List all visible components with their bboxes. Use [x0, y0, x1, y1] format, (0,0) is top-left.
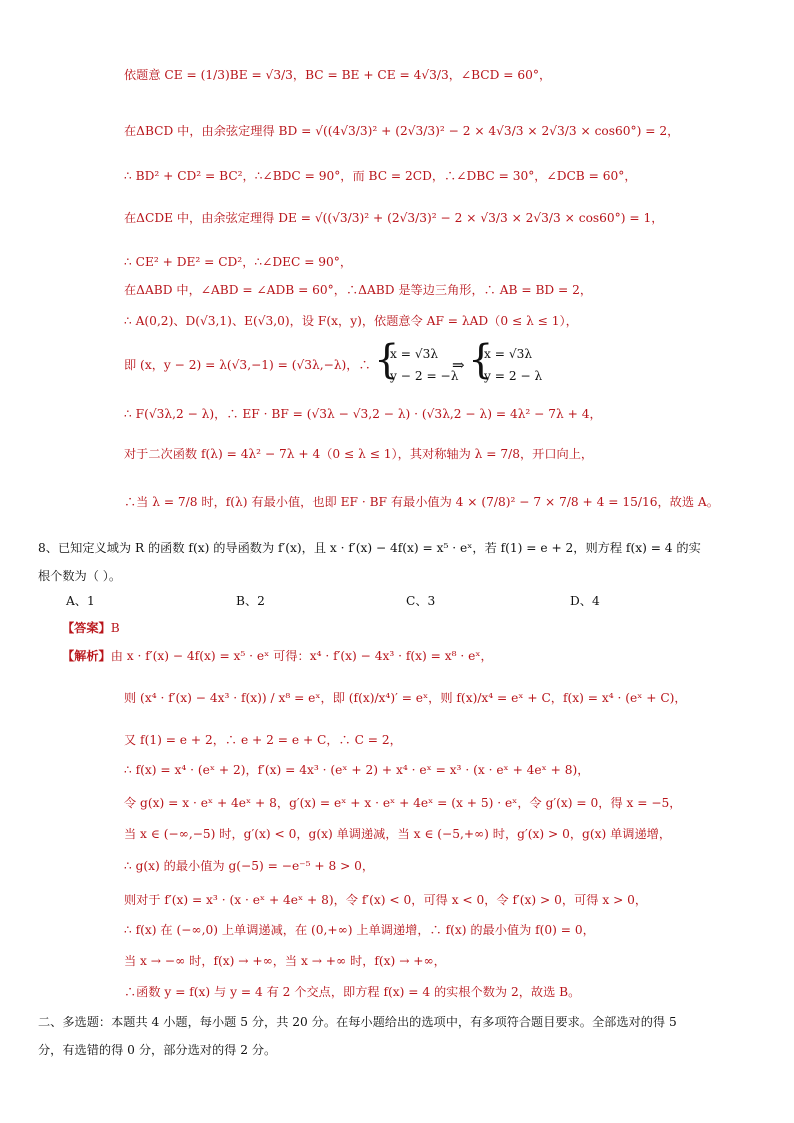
solution-line-4: 在ΔCDE 中，由余弦定理得 DE = √((√3/3)² + (2√3/3)² − 2 × √3/3 × 2√3/3 × cos60°) = 1， [124, 211, 664, 225]
answer-label: 【答案】 [62, 621, 111, 635]
analysis-line-8: 则对于 f′(x) = x³ · (x · eˣ + 4eˣ + 8)，令 f′(x) < 0，可得 x < 0，令 f′(x) > 0，可得 x > 0， [124, 893, 648, 907]
option-c: C、3 [406, 594, 436, 608]
system-eq-3: x = √3λ [484, 347, 533, 361]
option-a: A、1 [66, 594, 95, 608]
solution-line-8: 即 (x，y − 2) = λ(√3,−1) = (√3λ,−λ)，∴ [124, 358, 371, 372]
question-8-line-2: 根个数为（ ）。 [38, 569, 122, 583]
system-eq-2: y − 2 = −λ [390, 369, 459, 383]
analysis-line-5: 令 g(x) = x · eˣ + 4eˣ + 8，g′(x) = eˣ + x · eˣ + 4eˣ = (x + 5) · eˣ，令 g′(x) = 0，得 x = −5， [124, 796, 682, 810]
analysis-line-1: 由 x · f′(x) − 4f(x) = x⁵ · eˣ 可得：x⁴ · f′(x) − 4x³ · f(x) = x⁸ · eˣ， [110, 649, 493, 663]
answer-value: B [110, 621, 120, 635]
analysis-label: 【解析】 [62, 649, 111, 663]
analysis-row-1 [62, 648, 493, 664]
solution-line-6: 在ΔABD 中，∠ABD = ∠ADB = 60°，∴ΔABD 是等边三角形，∴ AB = BD = 2， [124, 283, 593, 297]
section-heading-line-1: 二、多选题：本题共 4 小题，每小题 5 分，共 20 分。在每小题给出的选项中，有多项符合题目要求。全部选对的得 5 [38, 1015, 677, 1029]
solution-line-1: 依题意 CE = (1/3)BE = √3/3，BC = BE + CE = 4√3/3，∠BCD = 60°， [124, 68, 552, 82]
option-b: B、2 [236, 594, 265, 608]
analysis-line-6: 当 x ∈ (−∞,−5) 时，g′(x) < 0，g(x) 单调递减，当 x ∈ (−5,+∞) 时，g′(x) > 0，g(x) 单调递增， [124, 827, 672, 841]
analysis-line-7: ∴ g(x) 的最小值为 g(−5) = −e⁻⁵ + 8 > 0， [124, 859, 375, 873]
solution-line-9: ∴ F(√3λ,2 − λ)，∴ EF · BF = (√3λ − √3,2 − λ) · (√3λ,2 − λ) = 4λ² − 7λ + 4， [124, 407, 602, 421]
system-brace-left: { [374, 337, 400, 383]
analysis-line-2: 则 (x⁴ · f′(x) − 4x³ · f(x)) / x⁸ = eˣ，即 (f(x)/x⁴)′ = eˣ，则 f(x)/x⁴ = eˣ + C，f(x) = x⁴ · (eˣ + C)， [124, 691, 687, 705]
solution-line-2: 在ΔBCD 中，由余弦定理得 BD = √((4√3/3)² + (2√3/3)² − 2 × 4√3/3 × 2√3/3 × cos60°) = 2， [124, 124, 680, 138]
option-d: D、4 [570, 594, 600, 608]
analysis-line-4: ∴ f(x) = x⁴ · (eˣ + 2)，f′(x) = 4x³ · (eˣ + 2) + x⁴ · eˣ = x³ · (x · eˣ + 4eˣ + 8)， [124, 763, 590, 777]
solution-line-3: ∴ BD² + CD² = BC²，∴∠BDC = 90°，而 BC = 2CD，∴∠DBC = 30°，∠DCB = 60°， [124, 169, 637, 183]
question-8-line-1: 8、已知定义域为 R 的函数 f(x) 的导函数为 f′(x)，且 x · f′(x) − 4f(x) = x⁵ · eˣ，若 f(1) = e + 2，则方程 f(x) = 4 的实 [38, 541, 701, 555]
system-eq-1: x = √3λ [390, 347, 439, 361]
answer-row [62, 620, 120, 636]
analysis-line-9: ∴ f(x) 在 (−∞,0) 上单调递减，在 (0,+∞) 上单调递增，∴ f(x) 的最小值为 f(0) = 0， [124, 923, 595, 937]
solution-line-11: ∴当 λ = 7/8 时，f(λ) 有最小值，也即 EF · BF 有最小值为 4 × (7/8)² − 7 × 7/8 + 4 = 15/16，故选 A。 [124, 495, 719, 509]
section-heading-line-2: 分，有选错的得 0 分，部分选对的得 2 分。 [38, 1043, 277, 1057]
solution-line-7: ∴ A(0,2)、D(√3,1)、E(√3,0)，设 F(x，y)，依题意令 AF = λAD（0 ≤ λ ≤ 1）， [124, 314, 578, 328]
solution-line-10: 对于二次函数 f(λ) = 4λ² − 7λ + 4（0 ≤ λ ≤ 1），其对称轴为 λ = 7/8，开口向上， [124, 447, 594, 461]
implies-arrow: ⇒ [452, 356, 465, 374]
solution-line-5: ∴ CE² + DE² = CD²，∴∠DEC = 90°， [124, 255, 353, 269]
system-eq-4: y = 2 − λ [484, 369, 543, 383]
analysis-line-11: ∴函数 y = f(x) 与 y = 4 有 2 个交点，即方程 f(x) = 4 的实根个数为 2，故选 B。 [124, 985, 581, 999]
analysis-line-3: 又 f(1) = e + 2，∴ e + 2 = e + C，∴ C = 2， [124, 733, 402, 747]
system-brace-right: { [468, 337, 494, 383]
analysis-line-10: 当 x → −∞ 时，f(x) → +∞，当 x → +∞ 时，f(x) → +∞， [124, 954, 446, 968]
